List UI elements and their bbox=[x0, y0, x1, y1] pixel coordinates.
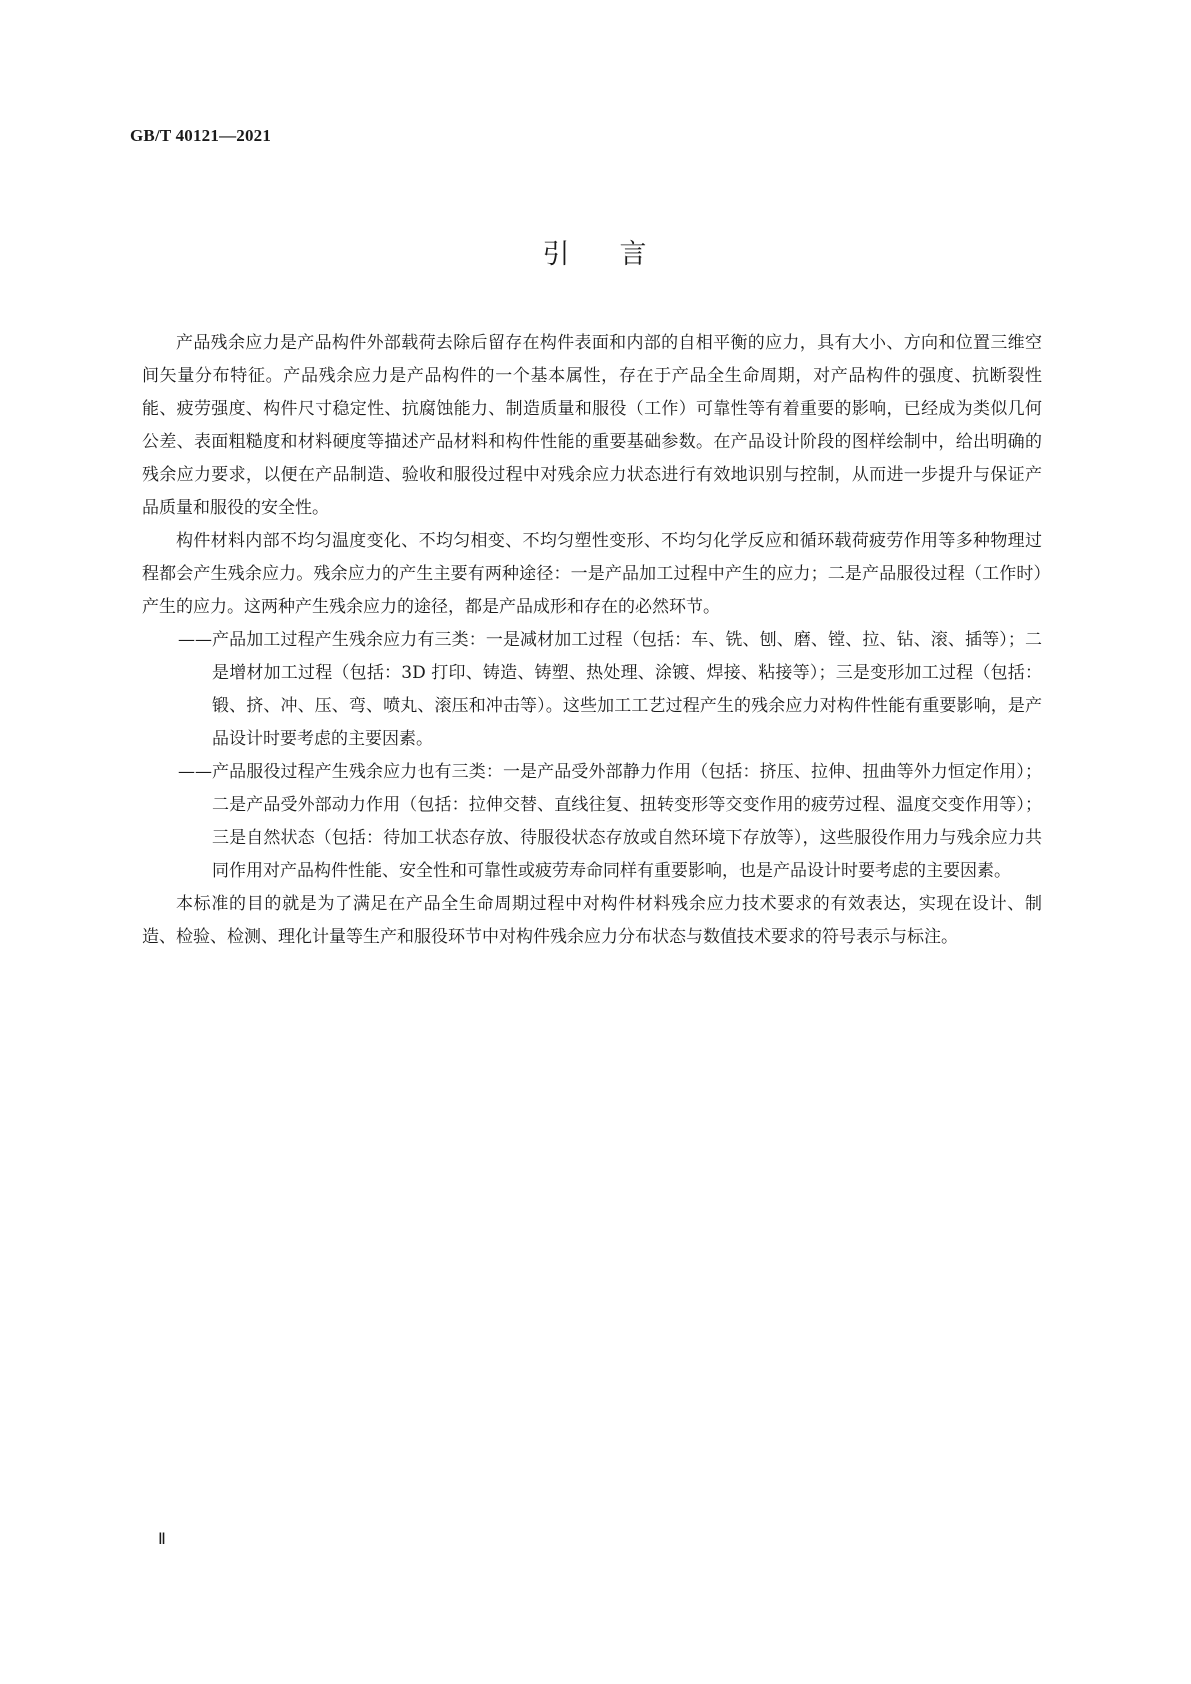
paragraph-closing: 本标准的目的就是为了满足在产品全生命周期过程中对构件材料残余应力技术要求的有效表达，实现在设计、制造、检验、检测、理化计量等生产和服役环节中对构件残余应力分布状态与数值技术要求的符号表示与标注。 bbox=[142, 894, 1042, 947]
standard-number: GB/T 40121—2021 bbox=[130, 126, 272, 145]
section-title bbox=[0, 232, 1191, 271]
paragraph-2: 构件材料内部不均匀温度变化、不均匀相变、不均匀塑性变形、不均匀化学反应和循环载荷疲劳作用等多种物理过程都会产生残余应力。残余应力的产生主要有两种途径：一是产品加工过程中产生的应力；二是产品服役过程（工作时）产生的应力。这两种产生残余应力的途径，都是产品成形和存在的必然环节。 bbox=[142, 531, 1042, 617]
section-title-char-1: 引 bbox=[542, 239, 572, 270]
dash-marker: —— bbox=[178, 762, 212, 782]
document-body bbox=[142, 327, 1042, 954]
paragraph-1: 产品残余应力是产品构件外部载荷去除后留存在构件表面和内部的自相平衡的应力，具有大小、方向和位置三维空间矢量分布特征。产品残余应力是产品构件的一个基本属性，存在于产品全生命周期，对产品构件的强度、抗断裂性能、疲劳强度、构件尺寸稳定性、抗腐蚀能力、制造质量和服役（工作）可靠性等有着重要的影响，已经成为类似几何公差、表面粗糙度和材料硬度等描述产品材料和构件性能的重要基础参数。在产品设计阶段的图样绘制中，给出明确的残余应力要求，以便在产品制造、验收和服役过程中对残余应力状态进行有效地识别与控制，从而进一步提升与保证产品质量和服役的安全性。 bbox=[142, 333, 1042, 518]
section-title-char-2: 言 bbox=[619, 239, 649, 270]
dash-marker: —— bbox=[178, 630, 212, 650]
dash-list-item-text: 产品服役过程产生残余应力也有三类：一是产品受外部静力作用（包括：挤压、拉伸、扭曲等外力恒定作用）；二是产品受外部动力作用（包括：拉伸交替、直线往复、扭转变形等交变作用的疲劳过程、温度交变作用等）；三是自然状态（包括：待加工状态存放、待服役状态存放或自然环境下存放等），这些服役作用力与残余应力共同作用对产品构件性能、安全性和可靠性或疲劳寿命同样有重要影响，也是产品设计时要考虑的主要因素。 bbox=[212, 762, 1042, 881]
dash-list-item-1 bbox=[142, 624, 1042, 756]
page-number: Ⅱ bbox=[158, 1531, 166, 1548]
dash-list-item-text: 产品加工过程产生残余应力有三类：一是减材加工过程（包括：车、铣、刨、磨、镗、拉、钻、滚、插等）；二是增材加工过程（包括：3D 打印、铸造、铸塑、热处理、涂镀、焊接、粘接等）；三是变形加工过程（包括：锻、挤、冲、压、弯、喷丸、滚压和冲击等）。这些加工工艺过程产生的残余应力对构件性能有重要影响，是产品设计时要考虑的主要因素。 bbox=[212, 630, 1042, 749]
dash-list-item-2 bbox=[142, 756, 1042, 888]
